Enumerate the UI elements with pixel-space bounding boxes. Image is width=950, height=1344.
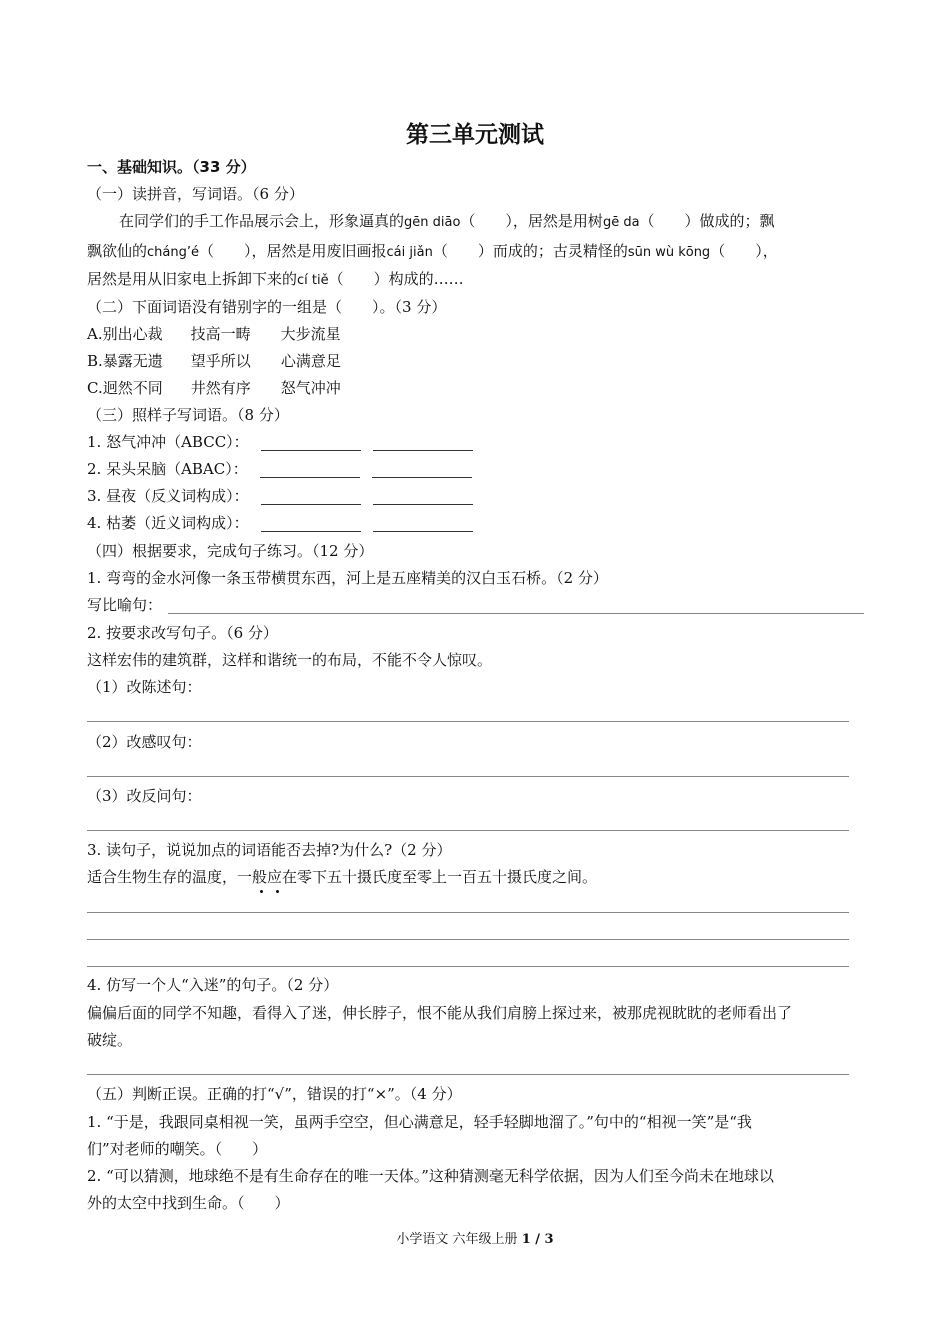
- answer-line[interactable]: [87, 830, 849, 831]
- q3-item: [87, 485, 863, 507]
- q5-item-2-line-1: 2. “可以猜测，地球绝不是有生命存在的唯一天体。”这种猜测毫无科学依据，因为人们至今尚未在地球以: [87, 1167, 774, 1185]
- answer-line[interactable]: [87, 912, 849, 913]
- option-word: 望乎所以: [190, 352, 251, 370]
- text: 居然是用从旧家电上拆卸下来的: [87, 270, 298, 288]
- q4-item-4: 4. 仿写一个人“入迷”的句子。（2 分）: [87, 976, 339, 994]
- q2-option-a: [87, 323, 863, 345]
- option-word: A.别出心裁: [87, 325, 163, 343]
- pinyin: gēn diāo: [404, 215, 461, 230]
- q4-rewrite-exclamation: （2）改感叹句：: [87, 733, 202, 751]
- q1-line-3: [87, 268, 863, 292]
- pinyin: sūn wù kōng: [627, 245, 711, 260]
- answer-line[interactable]: [87, 776, 849, 777]
- text: 在同学们的手工作品展示会上，形象逼真的: [119, 212, 405, 230]
- answer-blank[interactable]: [260, 463, 360, 478]
- answer-blank[interactable]: [373, 517, 473, 532]
- text: 飘欲仙的: [87, 242, 148, 260]
- answer-blank[interactable]: [261, 490, 361, 505]
- answer-line[interactable]: [87, 1074, 849, 1075]
- option-word: 怒气冲冲: [280, 379, 341, 397]
- text: （ ）而成的；古灵精怪的: [432, 242, 628, 260]
- q3-heading: （三）照样子写词语。（8 分）: [87, 406, 289, 424]
- q5-item-2-line-2: 外的太空中找到生命。（ ）: [87, 1194, 290, 1212]
- answer-blank[interactable]: [261, 436, 361, 451]
- text: （ ）构成的……: [328, 270, 464, 288]
- q4-sentence-2: 这样宏伟的建筑群，这样和谐统一的布局，不能不令人惊叹。: [87, 651, 493, 669]
- text: （ ），居然是用废旧画报: [199, 242, 387, 260]
- q5-heading: （五）判断正误。正确的打“√”，错误的打“×”。（4 分）: [87, 1085, 462, 1103]
- answer-line[interactable]: [87, 939, 849, 940]
- page-title: 第三单元测试: [406, 122, 544, 148]
- q4-sentence-4-line-1: 偏偏后面的同学不知趣，看得入了迷，伸长脖子，恨不能从我们肩膀上探过来，被那虎视眈眈的老师看出了: [87, 1004, 793, 1022]
- q2-option-b: [87, 350, 863, 372]
- q4-item-3: 3. 读句子，说说加点的词语能否去掉?为什么?（2 分）: [87, 841, 452, 859]
- answer-blank[interactable]: [372, 463, 472, 478]
- q4-rewrite-statement: （1）改陈述句：: [87, 678, 202, 696]
- option-word: C.迥然不同: [87, 379, 163, 397]
- item-text: 3. 昼夜（反义词构成）：: [87, 487, 249, 505]
- pinyin: cái jiǎn: [386, 245, 433, 260]
- q1-heading: （一）读拼音，写词语。（6 分）: [87, 185, 304, 203]
- pinyin: gē da: [602, 215, 640, 230]
- q4-heading: （四）根据要求，完成句子练习。（12 分）: [87, 542, 374, 560]
- footer-text: 小学语文 六年级上册: [396, 1232, 522, 1247]
- page-footer: [0, 1228, 950, 1247]
- emphasis-dot: [276, 890, 279, 893]
- emphasis-dot: [260, 890, 263, 893]
- q5-item-1-line-1: 1. “于是，我跟同桌相视一笑，虽两手空空，但心满意足，轻手轻脚地溜了。”句中的“相视一笑”是“我: [87, 1113, 752, 1131]
- q4-sentence-3: 适合生物生存的温度，一般应在零下五十摄氏度至零上一百五十摄氏度之间。: [87, 868, 598, 886]
- option-word: 技高一畴: [190, 325, 251, 343]
- text: （ ），居然是用树: [460, 212, 603, 230]
- answer-line[interactable]: [87, 721, 849, 722]
- q4-rewrite-rhetorical: （3）改反问句：: [87, 787, 202, 805]
- q4-sentence-4-line-2: 破绽。: [87, 1031, 133, 1049]
- answer-line[interactable]: [87, 966, 849, 967]
- item-text: 4. 枯萎（近义词构成）：: [87, 514, 249, 532]
- q5-item-1-line-2: 们”对老师的嘲笑。（ ）: [87, 1140, 268, 1158]
- page-number: 1 / 3: [521, 1232, 554, 1247]
- q4-item-2: 2. 按要求改写句子。（6 分）: [87, 624, 278, 642]
- q4-simile-prompt: 写比喻句：: [87, 596, 163, 614]
- text: （ ）做成的；飘: [639, 212, 775, 230]
- option-word: 大步流星: [280, 325, 341, 343]
- q3-item: [87, 431, 863, 453]
- q4-sentence-1: 1. 弯弯的金水河像一条玉带横贯东西，河上是五座精美的汉白玉石桥。（2 分）: [87, 569, 608, 587]
- option-word: 心满意足: [280, 352, 341, 370]
- text: （ ），: [710, 242, 778, 260]
- q2-option-c: [87, 377, 863, 399]
- option-word: 井然有序: [190, 379, 251, 397]
- item-text: 1. 怒气冲冲（ABCC）：: [87, 433, 249, 451]
- section-heading: 一、基础知识。（33 分）: [87, 158, 256, 176]
- q1-line-1: [87, 210, 863, 234]
- q2-heading: （二）下面词语没有错别字的一组是（ ）。（3 分）: [87, 298, 447, 316]
- pinyin: cháng’é: [147, 245, 199, 260]
- q1-line-2: [87, 240, 863, 264]
- answer-blank[interactable]: [261, 517, 361, 532]
- q3-item: [87, 512, 863, 534]
- answer-blank[interactable]: [373, 436, 473, 451]
- item-text: 2. 呆头呆脑（ABAC）：: [87, 460, 248, 478]
- answer-blank[interactable]: [373, 490, 473, 505]
- answer-line[interactable]: [168, 613, 864, 614]
- pinyin: cí tiě: [297, 273, 329, 288]
- q3-item: [87, 458, 863, 480]
- option-word: B.暴露无遗: [87, 352, 163, 370]
